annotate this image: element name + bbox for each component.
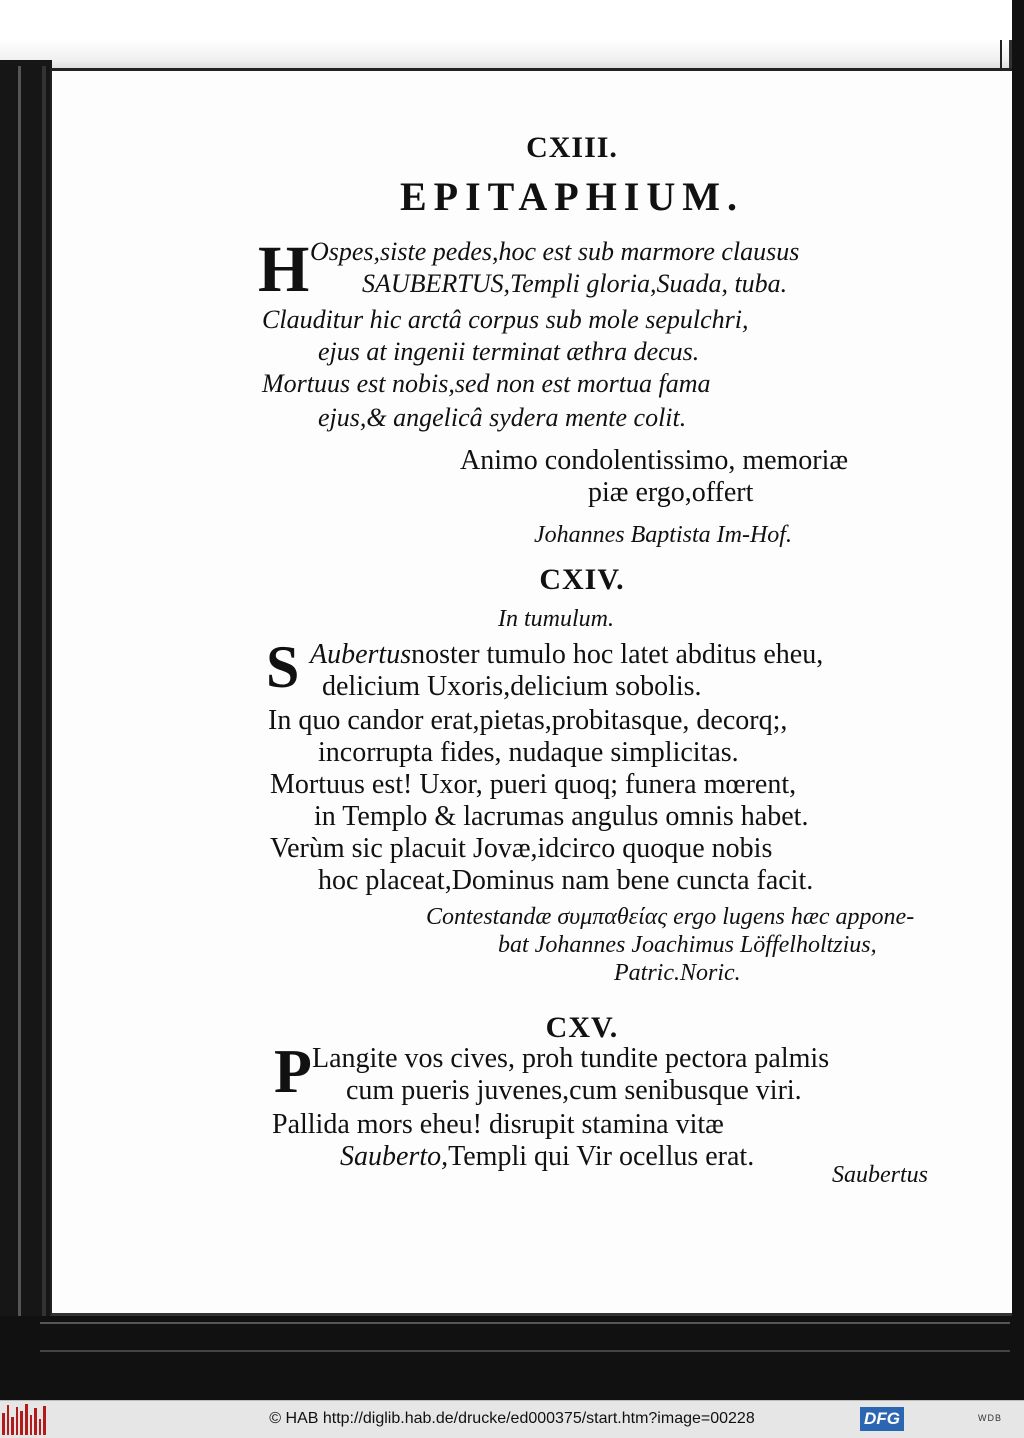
poem3-line-2: cum pueris juvenes,cum senibusque viri. (346, 1075, 802, 1106)
poem1-dedication-1: Animo condolentissimo, memoriæ (460, 445, 849, 476)
right-scan-shadow (1012, 0, 1024, 1400)
page-stack-lines (40, 1322, 1010, 1352)
poem3-line-1: Langite vos cives, proh tundite pectora palmis (312, 1043, 830, 1074)
poem2-subtitle: In tumulum. (498, 606, 614, 632)
poem2-line-1: noster tumulo hoc latet abditus eheu, (411, 639, 824, 670)
poem1-dropcap: H (258, 233, 310, 306)
wdb-logo[interactable]: WDB (978, 1413, 1002, 1423)
book-page (50, 68, 1012, 1316)
poem1-line-4: ejus at ingenii terminat æthra decus. (318, 337, 700, 366)
poem2-numeral: CXIV. (539, 563, 625, 596)
book-spine-lines (18, 66, 46, 1396)
poem2-line-5: Mortuus est! Uxor, pueri quoq; funera mœrent, (270, 769, 797, 800)
scan-top-margin (0, 0, 1024, 72)
poem1-numeral: CXIII. (526, 131, 618, 164)
poem1-signature: Johannes Baptista Im-Hof. (534, 522, 792, 548)
footer-url-text[interactable]: © HAB http://diglib.hab.de/drucke/ed000375/start.htm?image=00228 (269, 1410, 755, 1427)
poem1-line-2: SAUBERTUS,Templi gloria,Suada, tuba. (362, 269, 788, 298)
poem2-line-4: incorrupta fides, nudaque simplicitas. (318, 737, 739, 768)
poem3-numeral: CXV. (545, 1011, 619, 1044)
poem3-line-4: Templi qui Vir ocellus erat. (448, 1141, 755, 1172)
poem1-dedication-2: piæ ergo,offert (588, 477, 754, 508)
poem2-signature-2: bat Johannes Joachimus Löffelholtzius, (498, 932, 877, 958)
poem1-heading: EPITAPHIUM. (399, 174, 745, 219)
poem2-dropcap: S (266, 634, 300, 700)
poem1-line-5: Mortuus est nobis,sed non est mortua fama (262, 369, 711, 398)
scan-bottom-shadow (0, 1316, 1024, 1400)
poem2-signature-1: Contestandæ συμπαθείας ergo lugens hæc appone- (426, 904, 915, 930)
viewer-footer (0, 1400, 1024, 1438)
poem1-line-1: Ospes,siste pedes,hoc est sub marmore clausus (310, 237, 800, 266)
dfg-logo[interactable]: DFG (860, 1407, 904, 1431)
poem3-line-3: Pallida mors eheu! disrupit stamina vitæ (272, 1109, 724, 1140)
poem2-first-word: Aubertus (310, 639, 412, 670)
poem2-line-7: Verùm sic placuit Jovæ,idcirco quoque nobis (270, 833, 773, 864)
poem2-line-3: In quo candor erat,pietas,probitasque, decorq;, (268, 705, 788, 736)
poem2-line-6: in Templo & lacrumas angulus omnis habet. (314, 801, 809, 832)
poem3-dropcap: P (274, 1038, 312, 1106)
poem2-line-2: delicium Uxoris,delicium sobolis. (322, 671, 702, 702)
catchword: Saubertus (832, 1162, 928, 1188)
poem1-line-6: ejus,& angelicâ sydera mente colit. (318, 403, 687, 432)
poem2-signature-3: Patric.Noric. (614, 960, 741, 986)
poem2-line-8: hoc placeat,Dominus nam bene cuncta facit. (318, 865, 814, 896)
poem1-line-3: Clauditur hic arctâ corpus sub mole sepulchri, (262, 305, 749, 334)
poem3-line-4-lead: Sauberto, (340, 1141, 449, 1172)
